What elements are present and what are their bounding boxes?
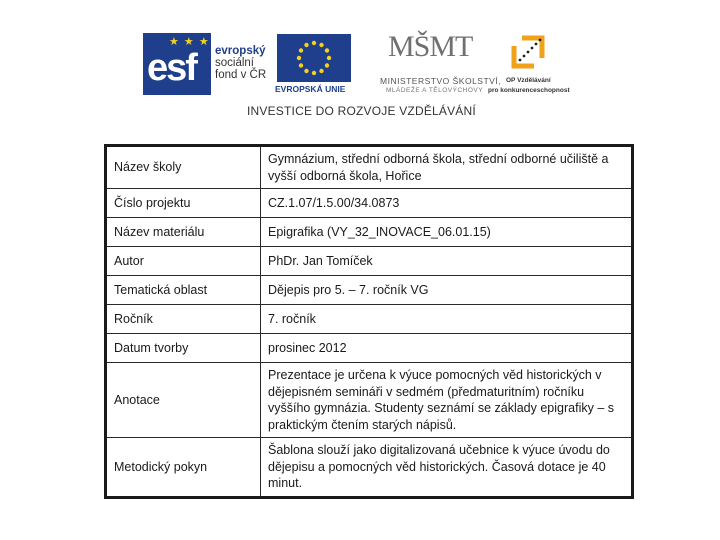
row-value: Prezentace je určena k výuce pomocných věd historických v dějepisném semináři v sedmém (předmaturitním) ročníku vyššího gymnázia. Studenty seznámí se základy epigrafiky – s praktickým čtením starých nápisů. xyxy=(261,363,633,438)
esf-line2: sociální xyxy=(215,57,254,69)
row-label: Autor xyxy=(106,247,261,276)
opvk-logo xyxy=(488,30,580,98)
eu-logo xyxy=(277,34,353,96)
esf-line3: fond v ČR xyxy=(215,69,267,81)
row-label: Datum tvorby xyxy=(106,334,261,363)
row-value: Gymnázium, střední odborná škola, střední odborné učiliště a vyšší odborná škola, Hořice xyxy=(261,146,633,189)
row-label: Anotace xyxy=(106,363,261,438)
project-info-table xyxy=(104,144,634,499)
table-row xyxy=(106,438,633,498)
eu-caption: EVROPSKÁ UNIE xyxy=(275,84,346,94)
table-row xyxy=(106,146,633,189)
eu-flag-icon xyxy=(277,34,351,82)
row-value: CZ.1.07/1.5.00/34.0873 xyxy=(261,189,633,218)
esf-line1: evropský xyxy=(215,45,266,57)
esf-logo-mark xyxy=(143,33,211,95)
row-label: Číslo projektu xyxy=(106,189,261,218)
slogan: INVESTICE DO ROZVOJE VZDĚLÁVÁNÍ xyxy=(247,104,476,118)
table-row xyxy=(106,334,633,363)
table-row xyxy=(106,247,633,276)
esf-stars-icon: ★ ★ ★ xyxy=(169,36,210,48)
row-value: prosinec 2012 xyxy=(261,334,633,363)
table-row xyxy=(106,276,633,305)
msmt-line1: MINISTERSTVO ŠKOLSTVÍ, xyxy=(380,76,502,86)
opvk-line1: OP Vzdělávání xyxy=(506,77,551,84)
row-label: Metodický pokyn xyxy=(106,438,261,498)
table-row xyxy=(106,305,633,334)
row-label: Tematická oblast xyxy=(106,276,261,305)
row-value: 7. ročník xyxy=(261,305,633,334)
row-value: Šablona slouží jako digitalizovaná učebnice k výuce úvodu do dějepisu a pomocných věd historických. Časová dotace je 40 minut. xyxy=(261,438,633,498)
row-value: Dějepis pro 5. – 7. ročník VG xyxy=(261,276,633,305)
msmt-logo xyxy=(380,30,502,100)
row-label: Ročník xyxy=(106,305,261,334)
table-row xyxy=(106,363,633,438)
msmt-logo-mark: MŠMT xyxy=(388,30,473,63)
esf-logo-words xyxy=(215,45,266,81)
table-row xyxy=(106,189,633,218)
opvk-logo-icon xyxy=(508,32,548,72)
logo-header xyxy=(0,0,720,125)
row-label: Název materiálu xyxy=(106,218,261,247)
table-row xyxy=(106,218,633,247)
msmt-line2: MLÁDEŽE A TĚLOVÝCHOVY xyxy=(386,87,484,94)
row-label: Název školy xyxy=(106,146,261,189)
esf-logo xyxy=(143,33,271,95)
row-value: Epigrafika (VY_32_INOVACE_06.01.15) xyxy=(261,218,633,247)
row-value: PhDr. Jan Tomíček xyxy=(261,247,633,276)
esf-logo-text: esf xyxy=(147,47,196,89)
opvk-line2: pro konkurenceschopnost xyxy=(488,87,570,94)
